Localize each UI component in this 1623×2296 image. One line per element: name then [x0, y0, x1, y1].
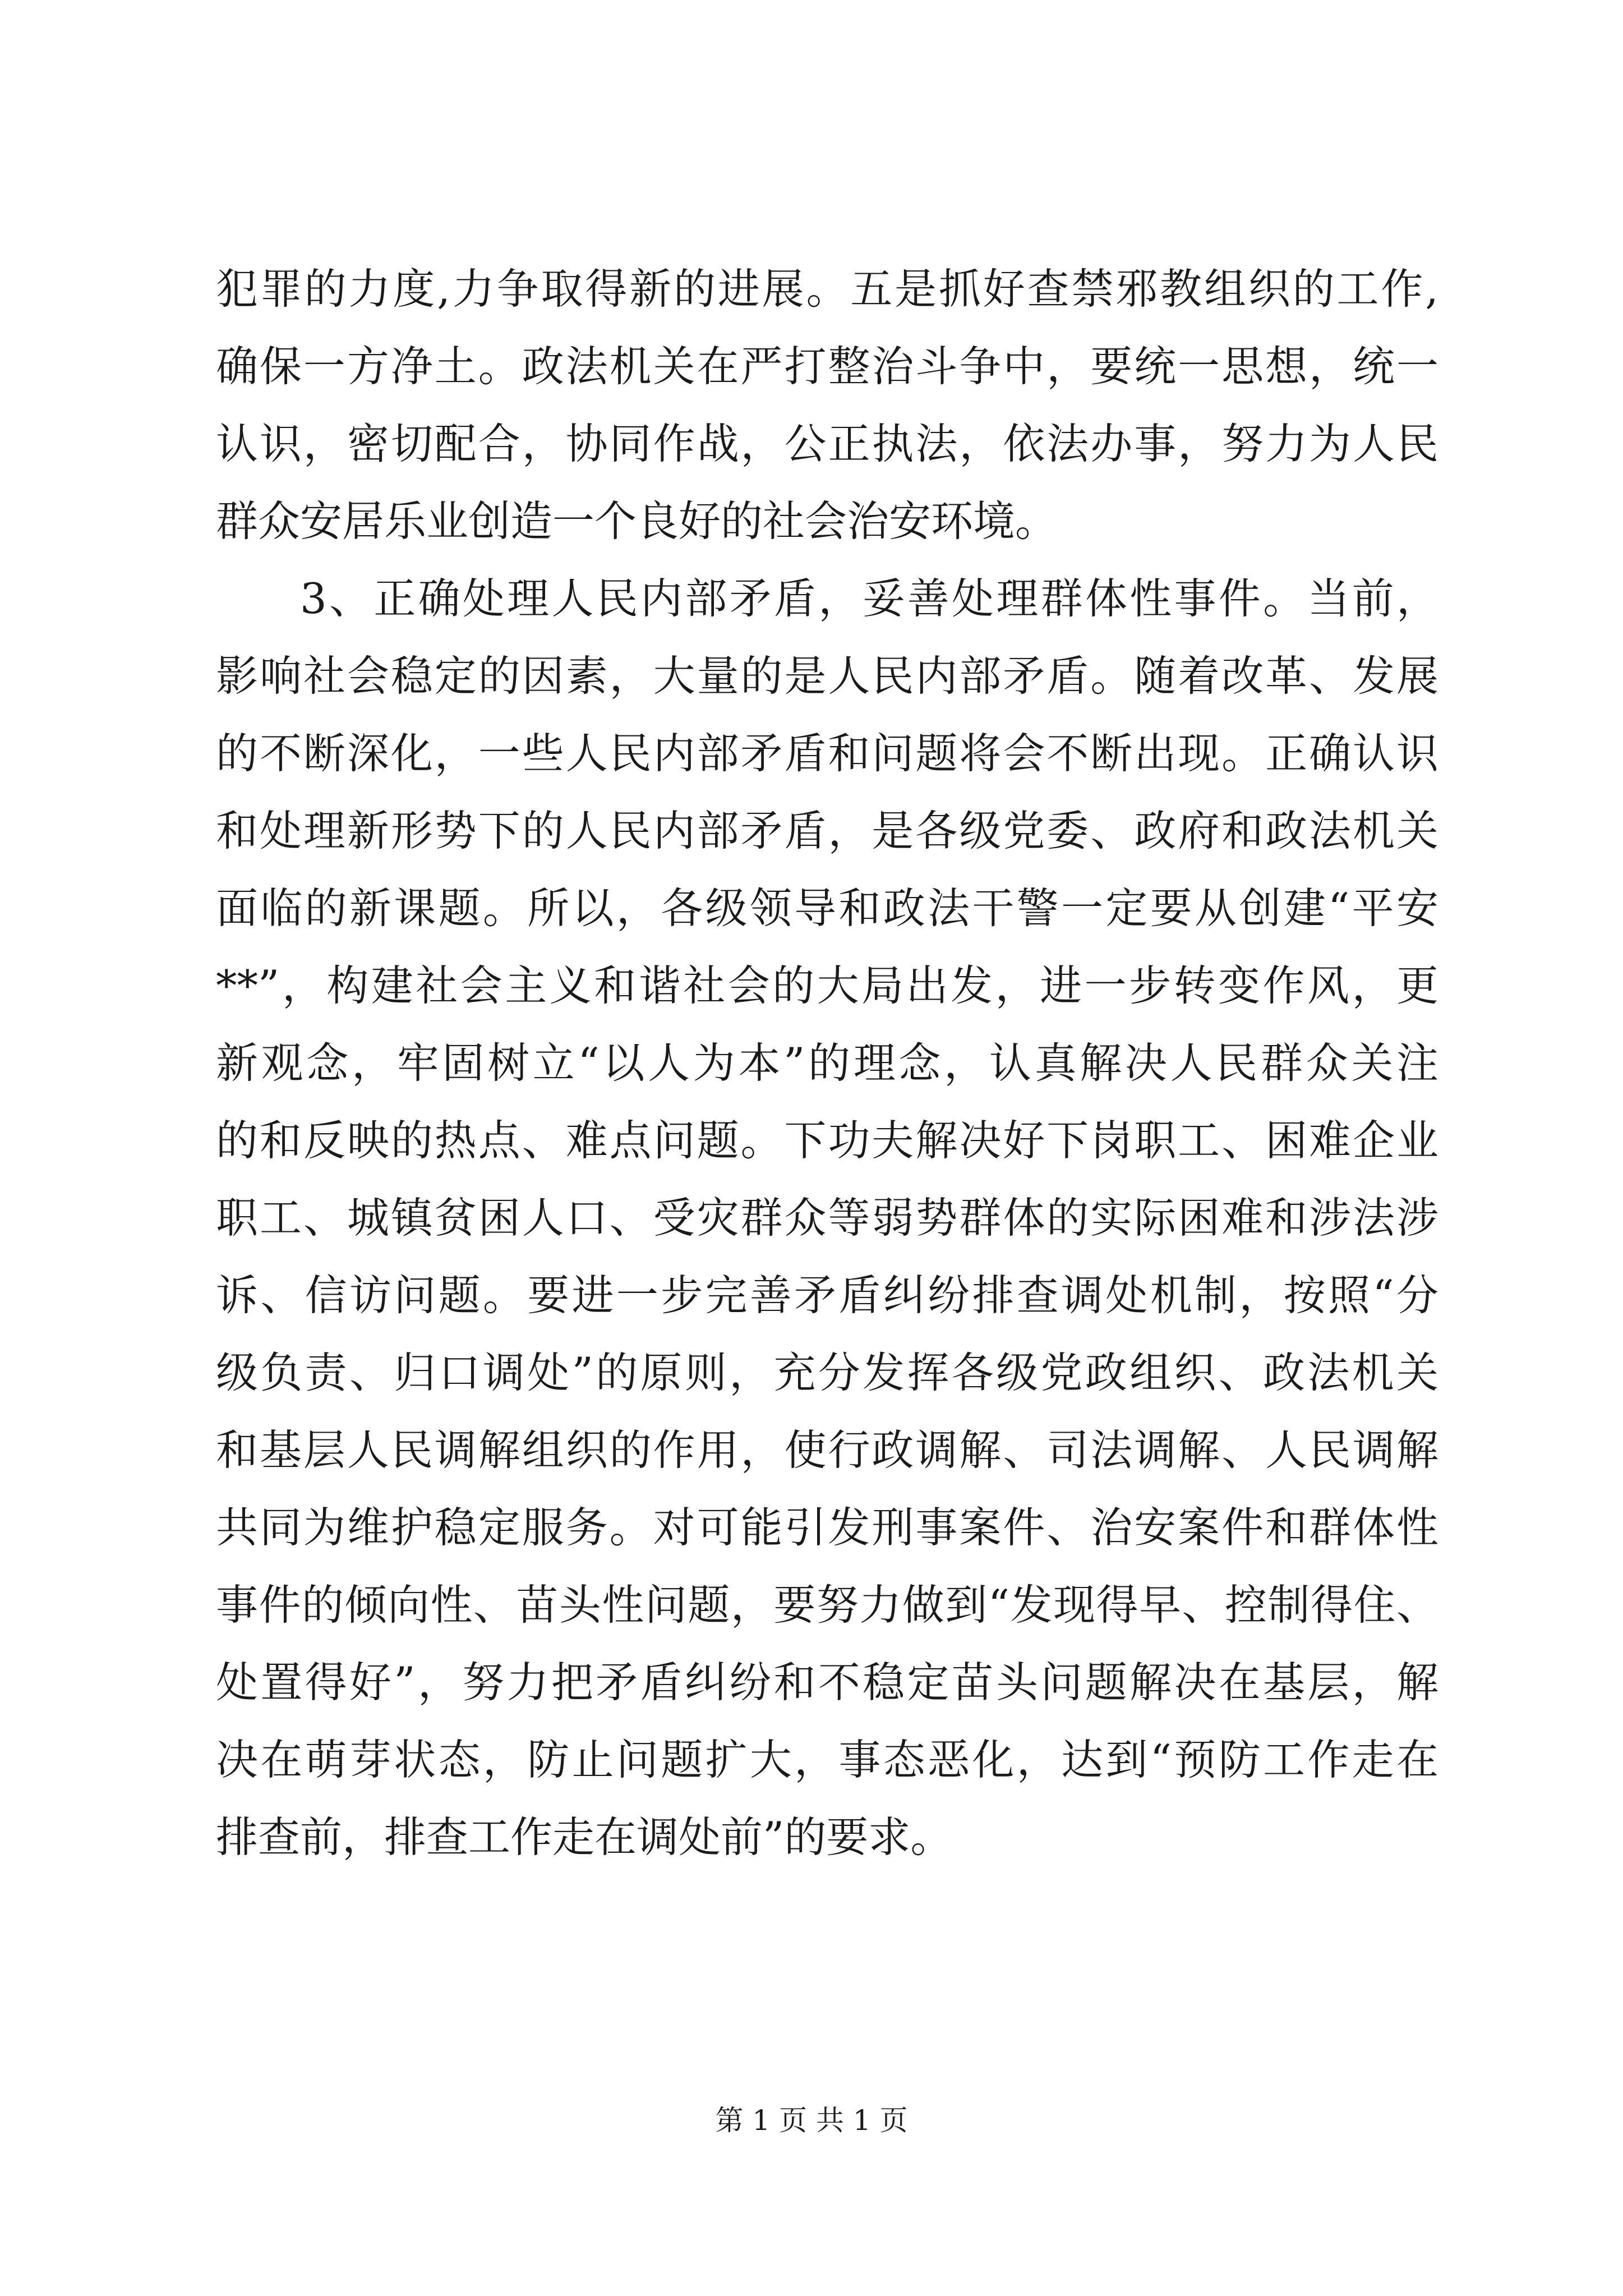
text-line: **”，构建社会主义和谐社会的大局出发，进一步转变作风，更 [216, 961, 1438, 1010]
text-line: 的和反映的热点、难点问题。下功夫解决好下岗职工、困难企业 [216, 1116, 1438, 1165]
text-line: 确保一方净土。政法机关在严打整治斗争中，要统一思想，统一 [216, 342, 1438, 391]
text-line: 事件的倾向性、苗头性问题，要努力做到“发现得早、控制得住、 [216, 1580, 1438, 1630]
page-number-footer: 第 1 页 共 1 页 [715, 2104, 908, 2137]
text-line: 决在萌芽状态，防止问题扩大，事态恶化，达到“预防工作走在 [216, 1735, 1438, 1784]
text-line: 面临的新课题。所以，各级领导和政法干警一定要从创建“平安 [216, 884, 1438, 933]
text-line: 3、正确处理人民内部矛盾，妥善处理群体性事件。当前， [300, 574, 1438, 623]
text-line: 和处理新形势下的人民内部矛盾，是各级党委、政府和政法机关 [216, 806, 1438, 855]
text-line: 和基层人民调解组织的作用，使行政调解、司法调解、人民调解 [216, 1425, 1438, 1475]
text-line: 新观念，牢固树立“以人为本”的理念，认真解决人民群众关注 [216, 1038, 1438, 1088]
paragraph-1 [216, 250, 1438, 560]
text-line: 诉、信访问题。要进一步完善矛盾纠纷排查调处机制，按照“分 [216, 1271, 1438, 1320]
text-line: 处置得好”，努力把矛盾纠纷和不稳定苗头问题解决在基层，解 [216, 1658, 1438, 1707]
text-line: 群众安居乐业创造一个良好的社会治安环境。 [216, 496, 1058, 546]
text-line: 级负责、归口调处”的原则，充分发挥各级党政组织、政法机关 [216, 1348, 1438, 1397]
text-line: 的不断深化，一些人民内部矛盾和问题将会不断出现。正确认识 [216, 729, 1438, 778]
text-line: 职工、城镇贫困人口、受灾群众等弱势群体的实际困难和涉法涉 [216, 1193, 1438, 1243]
text-line: 共同为维护稳定服务。对可能引发刑事案件、治安案件和群体性 [216, 1503, 1438, 1552]
text-line: 犯罪的力度,力争取得新的进展。五是抓好查禁邪教组织的工作, [216, 264, 1438, 314]
document-body [216, 250, 1438, 1876]
text-line: 认识，密切配合，协同作战，公正执法，依法办事，努力为人民 [216, 419, 1438, 468]
text-line: 影响社会稳定的因素，大量的是人民内部矛盾。随着改革、发展 [216, 651, 1438, 701]
paragraph-2 [216, 560, 1438, 1876]
text-line: 排查前，排查工作走在调处前”的要求。 [216, 1812, 953, 1862]
